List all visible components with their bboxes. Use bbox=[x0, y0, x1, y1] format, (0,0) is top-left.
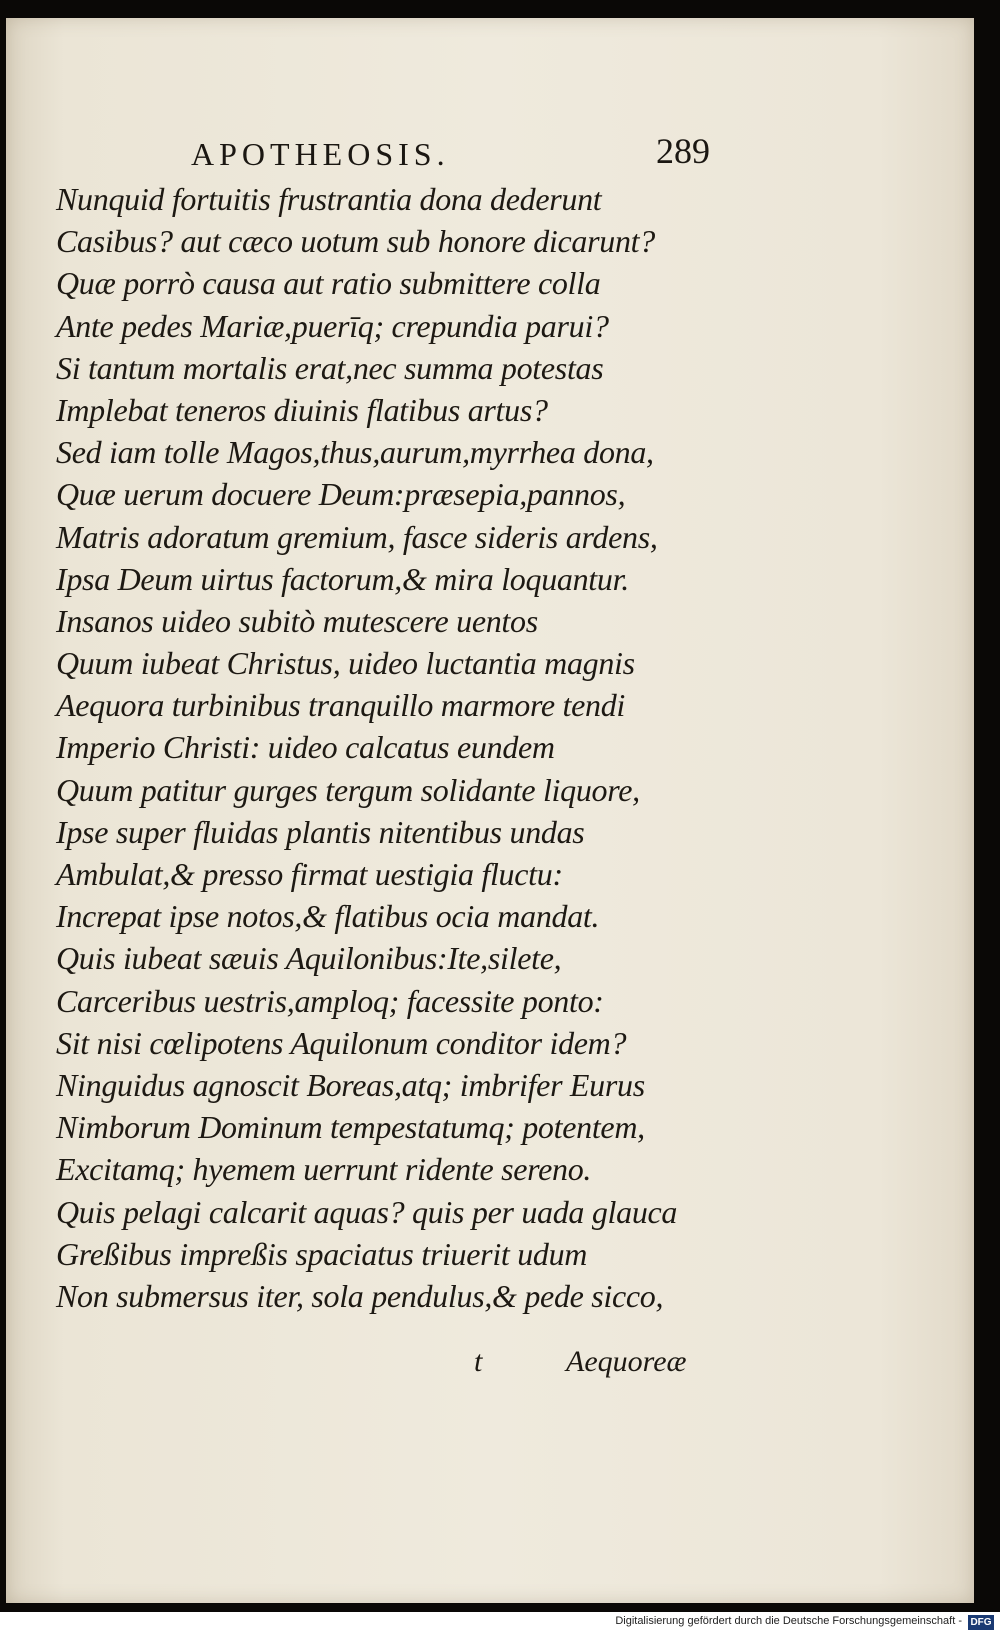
verse-line: Quis iubeat sæuis Aquilonibus:Ite,silete, bbox=[56, 940, 562, 977]
page-number: 289 bbox=[656, 131, 710, 171]
verse-line: Ninguidus agnoscit Boreas,atq; imbrifer Eurus bbox=[56, 1066, 645, 1103]
book-page bbox=[6, 18, 974, 1603]
verse-line: Quis pelagi calcarit aquas? quis per uada glauca bbox=[56, 1193, 678, 1230]
verse-line: Ante pedes Mariæ,puerīq; crepundia parui? bbox=[56, 307, 609, 344]
verse-line: Aequora turbinibus tranquillo marmore tendi bbox=[56, 687, 626, 724]
dfg-logo-icon: DFG bbox=[968, 1615, 994, 1630]
verse-text bbox=[56, 178, 736, 1317]
verse-line: Ipse super fluidas plantis nitentibus undas bbox=[56, 813, 585, 850]
verse-line: Quæ uerum docuere Deum:præsepia,pannos, bbox=[56, 476, 626, 513]
verse-line: Insanos uideo subitò mutescere uentos bbox=[56, 602, 538, 639]
verse-line: Implebat teneros diuinis flatibus artus? bbox=[56, 391, 548, 428]
verse-line: Quum iubeat Christus, uideo luctantia magnis bbox=[56, 645, 635, 682]
verse-line: Casibus? aut cæco uotum sub honore dicarunt? bbox=[56, 223, 655, 260]
verse-line: Imperio Christi: uideo calcatus eundem bbox=[56, 729, 555, 766]
verse-line: Quum patitur gurges tergum solidante liquore, bbox=[56, 771, 640, 808]
verse-line: Sit nisi cœlipotens Aquilonum conditor idem? bbox=[56, 1024, 627, 1061]
running-head: APOTHEOSIS. bbox=[191, 136, 450, 172]
verse-line: Matris adoratum gremium, fasce sideris ardens, bbox=[56, 518, 658, 555]
verse-line: Quæ porrò causa aut ratio submittere colla bbox=[56, 265, 601, 302]
verse-line: Excitamq; hyemem uerrunt ridente sereno. bbox=[56, 1151, 592, 1188]
footer-bar bbox=[0, 1612, 1000, 1635]
verse-line: Si tantum mortalis erat,nec summa potestas bbox=[56, 349, 604, 386]
verse-line: Ambulat,& presso firmat uestigia fluctu: bbox=[56, 856, 563, 892]
signature-mark: t bbox=[474, 1345, 483, 1378]
catchword: Aequoreæ bbox=[566, 1345, 687, 1378]
verse-line: Non submersus iter, sola pendulus,& pede sicco, bbox=[56, 1277, 664, 1314]
verse-line: Ipsa Deum uirtus factorum,& mira loquantur. bbox=[56, 560, 629, 597]
verse-line: Nimborum Dominum tempestatumq; potentem, bbox=[56, 1109, 645, 1146]
verse-line: Carceribus uestris,amploq; facessite ponto: bbox=[56, 982, 604, 1019]
verse-line: Sed iam tolle Magos,thus,aurum,myrrhea dona, bbox=[56, 434, 654, 471]
verse-line: Nunquid fortuitis frustrantia dona dederunt bbox=[56, 181, 602, 217]
verse-line: Increpat ipse notos,& flatibus ocia mandat. bbox=[56, 898, 600, 935]
footer-credit: Digitalisierung gefördert durch die Deutsche Forschungsgemeinschaft - bbox=[615, 1615, 962, 1627]
verse-line: Greßibus impreßis spaciatus triuerit udum bbox=[56, 1235, 588, 1272]
